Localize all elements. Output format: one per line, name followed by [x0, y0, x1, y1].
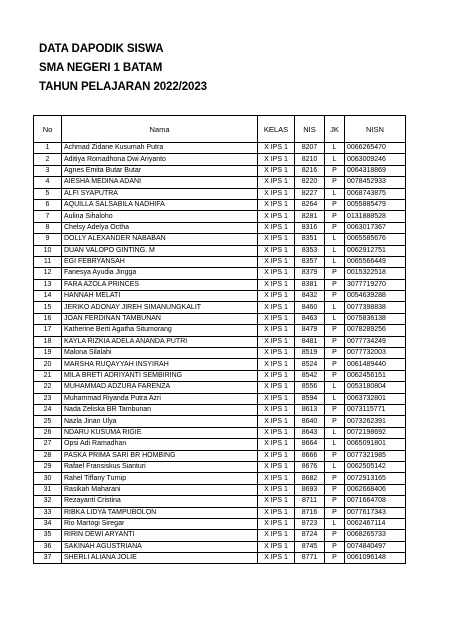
- cell-nama: Achmad Zidane Kusumah Putra: [62, 143, 258, 154]
- cell-nisn: 0073115771: [345, 404, 406, 415]
- cell-jk: P: [325, 279, 345, 290]
- cell-nama: ALFI SYAPUTRA: [62, 188, 258, 199]
- cell-no: 5: [34, 188, 62, 199]
- cell-no: 3: [34, 165, 62, 176]
- cell-nisn: 0078452933: [345, 177, 406, 188]
- cell-nama: Nazla Jinan Ulya: [62, 416, 258, 427]
- cell-jk: P: [325, 541, 345, 552]
- cell-nisn: 0065585676: [345, 234, 406, 245]
- cell-kelas: X IPS 1: [258, 541, 295, 552]
- cell-nisn: 0071664708: [345, 496, 406, 507]
- cell-nisn: 0074840497: [345, 541, 406, 552]
- cell-kelas: X IPS 1: [258, 427, 295, 438]
- cell-nis: 8281: [295, 211, 325, 222]
- cell-nama: KAYLA RIZKIA ADELA ANANDA PUTRI: [62, 336, 258, 347]
- table-row: [34, 268, 406, 279]
- cell-nama: RIRIN DEWI ARYANTI: [62, 530, 258, 541]
- cell-nis: 8381: [295, 279, 325, 290]
- cell-nisn: 0075836138: [345, 313, 406, 324]
- cell-nis: 8542: [295, 370, 325, 381]
- cell-nama: MARSHA RUQAYYAH INSYIRAH: [62, 359, 258, 370]
- cell-no: 33: [34, 507, 62, 518]
- table-row: [34, 450, 406, 461]
- cell-jk: L: [325, 393, 345, 404]
- cell-nama: Malona Silalahi: [62, 348, 258, 359]
- cell-nisn: 0077398838: [345, 302, 406, 313]
- cell-nis: 8481: [295, 336, 325, 347]
- cell-nama: JERIKO ADONAY JIREH SIMANUNGKALIT: [62, 302, 258, 313]
- cell-kelas: X IPS 1: [258, 199, 295, 210]
- cell-kelas: X IPS 1: [258, 211, 295, 222]
- cell-jk: P: [325, 553, 345, 564]
- table-row: [34, 211, 406, 222]
- cell-nis: 8640: [295, 416, 325, 427]
- cell-nama: DOLLY ALEXANDER NABABAN: [62, 234, 258, 245]
- table-row: [34, 313, 406, 324]
- cell-kelas: X IPS 1: [258, 461, 295, 472]
- cell-nisn: 0054639288: [345, 291, 406, 302]
- cell-kelas: X IPS 1: [258, 279, 295, 290]
- cell-jk: P: [325, 348, 345, 359]
- cell-jk: L: [325, 245, 345, 256]
- cell-no: 2: [34, 154, 62, 165]
- table-row: [34, 291, 406, 302]
- cell-nisn: 0061096148: [345, 553, 406, 564]
- cell-nis: 8693: [295, 484, 325, 495]
- cell-kelas: X IPS 1: [258, 507, 295, 518]
- cell-kelas: X IPS 1: [258, 154, 295, 165]
- cell-kelas: X IPS 1: [258, 450, 295, 461]
- cell-no: 11: [34, 256, 62, 267]
- cell-no: 13: [34, 279, 62, 290]
- cell-kelas: X IPS 1: [258, 188, 295, 199]
- cell-kelas: X IPS 1: [258, 325, 295, 336]
- cell-jk: P: [325, 211, 345, 222]
- cell-nis: 8220: [295, 177, 325, 188]
- cell-nama: Rasikah Maharani: [62, 484, 258, 495]
- table-row: [34, 256, 406, 267]
- cell-jk: P: [325, 336, 345, 347]
- header-kelas: KELAS: [258, 116, 295, 143]
- cell-nis: 8479: [295, 325, 325, 336]
- cell-nis: 8613: [295, 404, 325, 415]
- cell-no: 31: [34, 484, 62, 495]
- cell-nama: MUHAMMAD ADZURA FARENZA: [62, 382, 258, 393]
- cell-nis: 8351: [295, 234, 325, 245]
- cell-nis: 8379: [295, 268, 325, 279]
- cell-no: 29: [34, 461, 62, 472]
- cell-no: 19: [34, 348, 62, 359]
- cell-kelas: X IPS 1: [258, 348, 295, 359]
- cell-no: 28: [34, 450, 62, 461]
- cell-nama: Rio Martogi Siregar: [62, 518, 258, 529]
- table-row: [34, 143, 406, 154]
- cell-nama: SAKINAH AGUSTRIANA: [62, 541, 258, 552]
- cell-nisn: 0064318869: [345, 165, 406, 176]
- cell-kelas: X IPS 1: [258, 439, 295, 450]
- cell-no: 17: [34, 325, 62, 336]
- cell-jk: P: [325, 222, 345, 233]
- cell-no: 8: [34, 222, 62, 233]
- table-row: [34, 245, 406, 256]
- cell-no: 7: [34, 211, 62, 222]
- cell-kelas: X IPS 1: [258, 302, 295, 313]
- cell-nis: 8711: [295, 496, 325, 507]
- cell-no: 9: [34, 234, 62, 245]
- cell-no: 1: [34, 143, 62, 154]
- cell-jk: L: [325, 461, 345, 472]
- table-row: [34, 427, 406, 438]
- cell-nama: DUAN VALOPO GINTING. M: [62, 245, 258, 256]
- cell-nama: Rahel Tiffany Turnip: [62, 473, 258, 484]
- cell-nama: HANNAH MELATI: [62, 291, 258, 302]
- cell-nama: RIBKA LIDYA TAMPUBOLON: [62, 507, 258, 518]
- cell-nisn: 3077719270: [345, 279, 406, 290]
- cell-nama: Aulina Sihaloho: [62, 211, 258, 222]
- cell-nisn: 0131888528: [345, 211, 406, 222]
- cell-kelas: X IPS 1: [258, 484, 295, 495]
- title-line-2: SMA NEGERI 1 BATAM: [39, 62, 163, 74]
- cell-kelas: X IPS 1: [258, 234, 295, 245]
- cell-nis: 8676: [295, 461, 325, 472]
- cell-nis: 8227: [295, 188, 325, 199]
- cell-nisn: 0062467114: [345, 518, 406, 529]
- cell-no: 27: [34, 439, 62, 450]
- table-row: [34, 188, 406, 199]
- cell-nama: Rezayanti Cristina: [62, 496, 258, 507]
- cell-kelas: X IPS 1: [258, 370, 295, 381]
- cell-jk: L: [325, 234, 345, 245]
- cell-no: 25: [34, 416, 62, 427]
- cell-nama: Muhammad Riyanda Putra Azri: [62, 393, 258, 404]
- cell-nis: 8724: [295, 530, 325, 541]
- cell-kelas: X IPS 1: [258, 416, 295, 427]
- cell-jk: P: [325, 507, 345, 518]
- cell-no: 22: [34, 382, 62, 393]
- cell-nis: 8264: [295, 199, 325, 210]
- header-jk: JK: [325, 116, 345, 143]
- cell-jk: P: [325, 165, 345, 176]
- cell-no: 18: [34, 336, 62, 347]
- cell-nisn: 0072198692: [345, 427, 406, 438]
- table-header-row: [34, 116, 406, 143]
- table-row: [34, 416, 406, 427]
- cell-kelas: X IPS 1: [258, 245, 295, 256]
- cell-nisn: 0065566449: [345, 256, 406, 267]
- cell-kelas: X IPS 1: [258, 268, 295, 279]
- cell-no: 15: [34, 302, 62, 313]
- table-row: [34, 199, 406, 210]
- table-row: [34, 348, 406, 359]
- cell-jk: P: [325, 450, 345, 461]
- cell-nisn: 0077734249: [345, 336, 406, 347]
- cell-jk: L: [325, 427, 345, 438]
- cell-nama: Chelsy Adelya Octha: [62, 222, 258, 233]
- table-row: [34, 177, 406, 188]
- cell-nis: 8745: [295, 541, 325, 552]
- table-row: [34, 484, 406, 495]
- table-row: [34, 473, 406, 484]
- title-line-1: DATA DAPODIK SISWA: [39, 43, 164, 55]
- cell-nama: Aditiya Romadhona Dwi Ariyanto: [62, 154, 258, 165]
- document-title: [39, 40, 207, 97]
- table-row: [34, 336, 406, 347]
- table-row: [34, 439, 406, 450]
- cell-jk: L: [325, 143, 345, 154]
- cell-nisn: 0063017367: [345, 222, 406, 233]
- table-row: [34, 496, 406, 507]
- cell-no: 32: [34, 496, 62, 507]
- cell-no: 35: [34, 530, 62, 541]
- student-table: [33, 115, 406, 564]
- cell-no: 21: [34, 370, 62, 381]
- cell-kelas: X IPS 1: [258, 496, 295, 507]
- cell-nis: 8716: [295, 507, 325, 518]
- header-no: No: [34, 116, 62, 143]
- cell-nis: 8723: [295, 518, 325, 529]
- cell-nama: NDARU KUSUMA RIGIE: [62, 427, 258, 438]
- cell-no: 14: [34, 291, 62, 302]
- cell-no: 4: [34, 177, 62, 188]
- cell-no: 26: [34, 427, 62, 438]
- cell-kelas: X IPS 1: [258, 553, 295, 564]
- cell-jk: P: [325, 177, 345, 188]
- cell-nis: 8432: [295, 291, 325, 302]
- cell-nama: Nada Zeliska BR Tambunan: [62, 404, 258, 415]
- table-row: [34, 359, 406, 370]
- table-row: [34, 393, 406, 404]
- cell-nama: MILA BRETI ADRIYANTI SEMBIRING: [62, 370, 258, 381]
- cell-jk: P: [325, 359, 345, 370]
- header-nama: Nama: [62, 116, 258, 143]
- cell-jk: L: [325, 188, 345, 199]
- cell-nama: Fanesya Ayudia Jingga: [62, 268, 258, 279]
- cell-nisn: 0015322518: [345, 268, 406, 279]
- cell-jk: L: [325, 302, 345, 313]
- cell-nis: 8643: [295, 427, 325, 438]
- cell-jk: L: [325, 439, 345, 450]
- cell-jk: P: [325, 473, 345, 484]
- table-row: [34, 370, 406, 381]
- cell-nisn: 0062456151: [345, 370, 406, 381]
- cell-nis: 8682: [295, 473, 325, 484]
- cell-nama: Agnes Emita Butar Butar: [62, 165, 258, 176]
- cell-kelas: X IPS 1: [258, 393, 295, 404]
- cell-jk: P: [325, 291, 345, 302]
- cell-jk: L: [325, 313, 345, 324]
- cell-nama: JOAN FERDINAN TAMBUNAN: [62, 313, 258, 324]
- cell-nisn: 0065091801: [345, 439, 406, 450]
- cell-kelas: X IPS 1: [258, 359, 295, 370]
- cell-nis: 8207: [295, 143, 325, 154]
- table-row: [34, 154, 406, 165]
- table-row: [34, 222, 406, 233]
- cell-kelas: X IPS 1: [258, 177, 295, 188]
- cell-no: 16: [34, 313, 62, 324]
- cell-kelas: X IPS 1: [258, 222, 295, 233]
- cell-nama: Katherine Berti Agatha Situmorang: [62, 325, 258, 336]
- table-row: [34, 507, 406, 518]
- cell-nis: 8460: [295, 302, 325, 313]
- cell-nisn: 0068743875: [345, 188, 406, 199]
- table-row: [34, 553, 406, 564]
- table-row: [34, 461, 406, 472]
- cell-nama: PASKA PRIMA SARI BR HOMBING: [62, 450, 258, 461]
- cell-jk: P: [325, 530, 345, 541]
- cell-nis: 8771: [295, 553, 325, 564]
- cell-jk: L: [325, 518, 345, 529]
- cell-no: 12: [34, 268, 62, 279]
- cell-jk: P: [325, 496, 345, 507]
- cell-nama: EGI FEBRYANSAH: [62, 256, 258, 267]
- cell-nisn: 0068265733: [345, 530, 406, 541]
- header-nisn: NISN: [345, 116, 406, 143]
- cell-nis: 8556: [295, 382, 325, 393]
- cell-jk: P: [325, 416, 345, 427]
- cell-nisn: 0072913165: [345, 473, 406, 484]
- cell-kelas: X IPS 1: [258, 165, 295, 176]
- cell-no: 24: [34, 404, 62, 415]
- cell-jk: P: [325, 325, 345, 336]
- table-row: [34, 404, 406, 415]
- cell-nis: 8210: [295, 154, 325, 165]
- cell-nisn: 0078289256: [345, 325, 406, 336]
- cell-jk: L: [325, 256, 345, 267]
- cell-jk: L: [325, 382, 345, 393]
- cell-no: 36: [34, 541, 62, 552]
- cell-nis: 8316: [295, 222, 325, 233]
- cell-nis: 8664: [295, 439, 325, 450]
- cell-no: 6: [34, 199, 62, 210]
- cell-no: 23: [34, 393, 62, 404]
- table-body: [34, 143, 406, 564]
- table-row: [34, 530, 406, 541]
- cell-kelas: X IPS 1: [258, 256, 295, 267]
- table-row: [34, 302, 406, 313]
- cell-nama: Rafael Fransiskus Sianturi: [62, 461, 258, 472]
- cell-jk: P: [325, 268, 345, 279]
- cell-jk: P: [325, 404, 345, 415]
- cell-nis: 8519: [295, 348, 325, 359]
- cell-kelas: X IPS 1: [258, 518, 295, 529]
- cell-nisn: 0062912751: [345, 245, 406, 256]
- table-row: [34, 165, 406, 176]
- cell-nama: AQUILLA SALSABILA NADHIFA: [62, 199, 258, 210]
- cell-nis: 8524: [295, 359, 325, 370]
- cell-nisn: 0063732801: [345, 393, 406, 404]
- cell-jk: P: [325, 199, 345, 210]
- cell-nisn: 0053180804: [345, 382, 406, 393]
- cell-nisn: 0055885479: [345, 199, 406, 210]
- cell-no: 10: [34, 245, 62, 256]
- cell-nis: 8666: [295, 450, 325, 461]
- cell-nisn: 0066265470: [345, 143, 406, 154]
- cell-nama: AIESHA MEDINA ADANI: [62, 177, 258, 188]
- table-row: [34, 518, 406, 529]
- cell-kelas: X IPS 1: [258, 143, 295, 154]
- cell-kelas: X IPS 1: [258, 313, 295, 324]
- cell-nama: SHERLI ALIANA JOLIE: [62, 553, 258, 564]
- title-line-3: TAHUN PELAJARAN 2022/2023: [39, 81, 207, 93]
- header-nis: NIS: [295, 116, 325, 143]
- cell-no: 20: [34, 359, 62, 370]
- table-row: [34, 325, 406, 336]
- cell-nis: 8463: [295, 313, 325, 324]
- cell-kelas: X IPS 1: [258, 404, 295, 415]
- cell-nisn: 0061489440: [345, 359, 406, 370]
- table-row: [34, 279, 406, 290]
- cell-nis: 8216: [295, 165, 325, 176]
- table-row: [34, 382, 406, 393]
- cell-no: 34: [34, 518, 62, 529]
- cell-nama: FARA AZOLA PRINCES: [62, 279, 258, 290]
- cell-jk: L: [325, 154, 345, 165]
- cell-nisn: 0077732003: [345, 348, 406, 359]
- cell-kelas: X IPS 1: [258, 530, 295, 541]
- cell-kelas: X IPS 1: [258, 291, 295, 302]
- table-row: [34, 234, 406, 245]
- cell-kelas: X IPS 1: [258, 382, 295, 393]
- cell-nis: 8353: [295, 245, 325, 256]
- table-row: [34, 541, 406, 552]
- cell-nisn: 0063009246: [345, 154, 406, 165]
- cell-nisn: 0077617343: [345, 507, 406, 518]
- cell-nis: 8594: [295, 393, 325, 404]
- cell-kelas: X IPS 1: [258, 336, 295, 347]
- cell-nisn: 0077321985: [345, 450, 406, 461]
- cell-nama: Opsi Adi Ramadhan: [62, 439, 258, 450]
- cell-jk: P: [325, 370, 345, 381]
- cell-nisn: 0062668406: [345, 484, 406, 495]
- cell-jk: P: [325, 484, 345, 495]
- cell-nis: 8357: [295, 256, 325, 267]
- cell-kelas: X IPS 1: [258, 473, 295, 484]
- cell-no: 30: [34, 473, 62, 484]
- cell-nisn: 0073262391: [345, 416, 406, 427]
- cell-no: 37: [34, 553, 62, 564]
- cell-nisn: 0062505142: [345, 461, 406, 472]
